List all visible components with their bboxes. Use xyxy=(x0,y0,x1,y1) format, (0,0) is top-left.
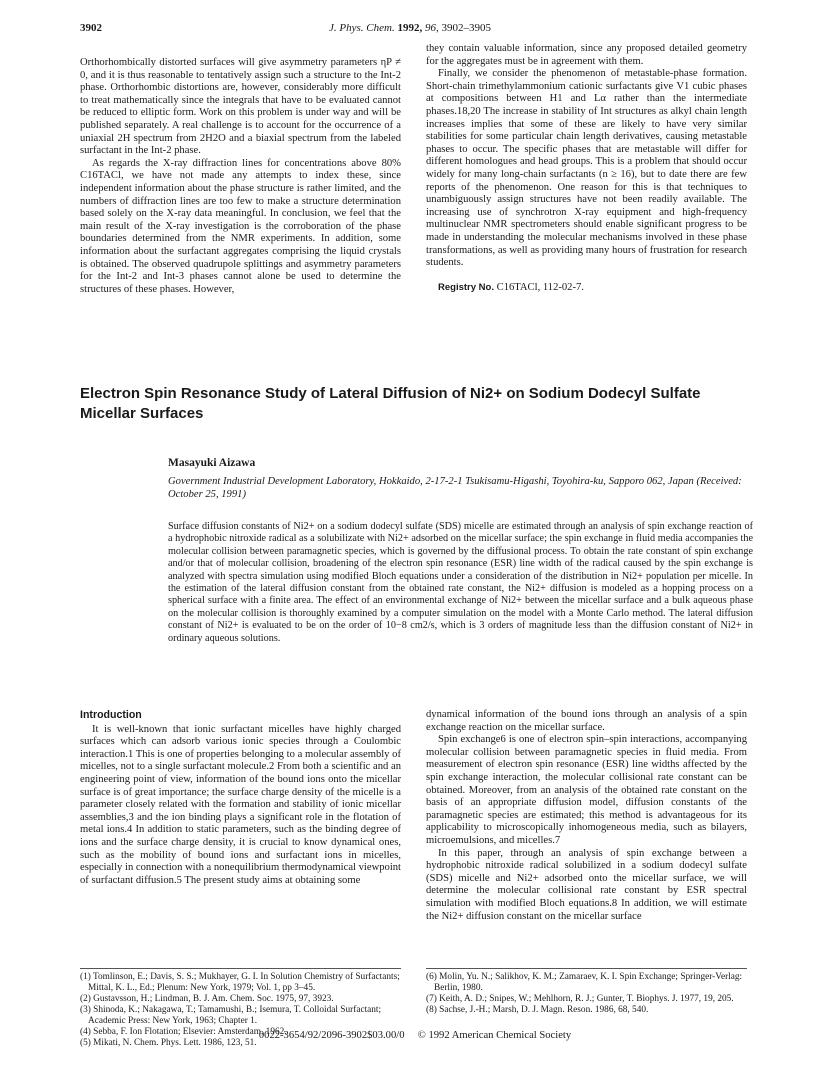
paragraph: Spin exchange6 is one of electron spin–spin interactions, accompanying molecular collision between paramagnetic species in fluid media. From measurement of electron spin resonance (ESR) line widths affected by the spin exchange interaction, the molecular collisional rate constant can be obtained. Moreover, from an analysis of the obtained rate constant on the basis of an appropriate diffusion model, diffusion constants of the paramagnetic species are estimated; this method is advantageous for its applicability to microscopically inhomogeneous media, such as bilayers, microemulsions, and micelles.7 xyxy=(426,734,747,846)
journal-citation xyxy=(80,22,740,34)
journal-year: 1992, xyxy=(397,22,423,34)
page-number: 3902 xyxy=(80,22,102,34)
reference: (1) Tomlinson, E.; Davis, S. S.; Mukhayer, G. I. In Solution Chemistry of Surfactants; Mittal, K. L., Ed.; Plenum: New York, 1979; Vol. 1, pp 3–45. xyxy=(80,972,400,993)
references-right xyxy=(426,968,747,1016)
intro-right-column xyxy=(426,709,747,923)
intro-left-column xyxy=(80,709,401,887)
reference: (4) Sebba, F. Ion Flotation; Elsevier: Amsterdam, 1962. xyxy=(80,1027,287,1037)
reference: (5) Mikati, N. Chem. Phys. Lett. 1986, 123, 51. xyxy=(80,1038,257,1048)
page-footer xyxy=(80,1030,750,1041)
reference: (2) Gustavsson, H.; Lindman, B. J. Am. Chem. Soc. 1975, 97, 3923. xyxy=(80,994,334,1004)
journal-volume: 96, xyxy=(424,22,439,34)
section-heading: Introduction xyxy=(80,709,142,721)
journal-pages: 3902–3905 xyxy=(441,22,491,34)
prev-article-left-column xyxy=(80,57,401,296)
article-title: Electron Spin Resonance Study of Lateral Diffusion of Ni2+ on Sodium Dodecyl Sulfate Micellar Surfaces xyxy=(80,385,701,422)
registry-number xyxy=(426,282,747,295)
paragraph: they contain valuable information, since any proposed detailed geometry for the aggregates must be in agreement with them. xyxy=(426,43,747,67)
reference: (3) Shinoda, K.; Nakagawa, T.; Tamamushi, B.; Isemura, T. Colloidal Surfactant; Academic Press: New York, 1963; Chapter 1. xyxy=(80,1005,382,1026)
abstract xyxy=(168,521,753,645)
registry-text: C16TACl, 112-02-7. xyxy=(496,281,584,293)
paragraph: In this paper, through an analysis of spin exchange between a hydrophobic nitroxide radical solubilized in a sodium dodecyl sulfate (SDS) micelle and Ni2+ adsorbed onto the micellar surface, we will determine the molecular collisional rate constant by ESR spectral simulation with modified Bloch equations.8 In addition, we will estimate the Ni2+ diffusion constant on the micellar surface xyxy=(426,847,747,922)
abstract-text: Surface diffusion constants of Ni2+ on a sodium dodecyl sulfate (SDS) micelle are estimated through an analysis of spin exchange reaction of a hydrophobic nitroxide radical as a solubilizate with Ni2+ adsorbed on the micellar surface; the spin exchange in fluid media accompanies the molecular collision between paramagnetic species, which is governed by the diffusional process. To obtain the rate constant of spin exchange and/or that of molecular collision, broadening of the electron spin resonance (ESR) line width of the radical caused by the spin exchange is analyzed with spectra simulation using modified Bloch equations under a consideration of the distribution in Ni2+ population per micelle. In the estimation of the lateral diffusion constant from the obtained rate constant, the Ni2+ diffusion is modeled as a hopping process on a spherical surface with a finite area. The effect of an environmental exchange of Ni2+ between the micellar surface and a bulk aqueous phase on the molecular collision is thoroughly examined by a computer simulation on the model with a Monte Carlo method. The lateral diffusion constant of Ni2+ is evaluated to be on the order of 10−8 cm2/s, which is 3 orders of magnitude less than the diffusion constant of Ni2+ in ordinary aqueous solutions. xyxy=(168,521,753,644)
paragraph: As regards the X-ray diffraction lines for concentrations above 80% C16TACl, we have not made any attempts to index these, since independent information about the phase structure is rather limited, and the numbers of diffraction lines are too few to make a structure determination based solely on the X-ray data meaningful. In conclusion, we feel that the main result of the X-ray investigation is the corroboration of the phase boundaries determined from the NMR experiments. In addition, some information about the surfactant aggregates comprising the liquid crystals is obtained. The observed quadrupole splittings and asymmetry parameters for the Int-2 and Int-3 phases cannot alone be used to determine the structures of these phases. However, xyxy=(80,157,401,295)
author-affiliation: Government Industrial Development Laboratory, Hokkaido, 2-17-2-1 Tsukisamu-Higashi, Toyohira-ku, Sapporo 062, Japan (Received: October 25, 1991) xyxy=(168,476,742,500)
paragraph: Orthorhombically distorted surfaces will give asymmetry parameters ηP ≠ 0, and it is thus reasonable to tentatively assign such a structure to the Int-2 phase. Orthorhombic distortions are, however, considerably more difficult to treat mathematically since the integrals that have to be evaluated cannot be reduced to elliptic form. Work on this problem is under way and will be published separately. A real challenge is to account for the occurrence of a uniaxial 2H spectrum from 2H2O and a biaxial spectrum from the labeled surfactant in the Int-2 phase. xyxy=(80,57,401,157)
paragraph: It is well-known that ionic surfactant micelles have highly charged surfaces which can adsorb various ionic species through a Coulombic interaction.1 This is one of properties belonging to a molecular assembly of micelles, not to a single surfactant molecule.2 From both a scientific and an engineering point of view, information of the bound ions onto the micellar surface is of great importance; the surface charge density of the micelle is a parameter closely related with the formation and stability of ionic micellar assemblies,3 and the ion binding plays a significant role in the flotation of metal ions.4 In addition to static parameters, such as the binding degree of ions and the surface charge density, it is crucial to know dynamical ones, such as the mobility of bound ions and surfactant ions in micelles, especially in connection with a nonequilibrium thermodynamical viewpoint of surfactant diffusion.5 The present study aims at obtaining some xyxy=(80,723,401,886)
reference: (7) Keith, A. D.; Snipes, W.; Mehlhorn, R. J.; Gunter, T. Biophys. J. 1977, 19, 205. xyxy=(426,994,734,1004)
reference: (6) Molin, Yu. N.; Salikhov, K. M.; Zamaraev, K. I. Spin Exchange; Springer-Verlag: Berlin, 1980. xyxy=(426,972,743,993)
paragraph: dynamical information of the bound ions through an analysis of a spin exchange reaction on the micellar surface. xyxy=(426,709,747,733)
article-author: Masayuki Aizawa xyxy=(168,457,256,469)
journal-name: J. Phys. Chem. xyxy=(329,22,395,34)
paragraph: Finally, we consider the phenomenon of metastable-phase formation. Short-chain trimethylammonium cationic surfactants give V1 cubic phases at compositions between H1 and Lα rather than the intermediate phases.18,20 The increase in stability of Int structures as alkyl chain length increases implies that some of these are likely to have very similar stabilities for some particular chain length derivatives, causing metastable phases to occur. The specific phases that are metastable will differ for different homologues and head groups. This is a problem that should occur widely for many long-chain surfactants (n ≥ 16), but to date there are few reports of the phenomenon. One reason for this is that techniques to unambiguously assign structures have not been readily available. The increasing use of synchrotron X-ray equipment and high-frequency multinuclear NMR spectrometers should enable significant progress to be made in understanding the molecular mechanisms involved in these phase transformations, as well as providing many hours of frustration for research students. xyxy=(426,68,747,269)
prev-article-right-column xyxy=(426,43,747,294)
running-header xyxy=(80,22,740,38)
article-code: 0022-3654/92/2096-3902$03.00/0 xyxy=(258,1030,405,1041)
registry-label: Registry No. xyxy=(438,281,494,293)
reference: (8) Sachse, J.-H.; Marsh, D. J. Magn. Reson. 1986, 68, 540. xyxy=(426,1005,649,1015)
copyright: © 1992 American Chemical Society xyxy=(417,1030,572,1041)
